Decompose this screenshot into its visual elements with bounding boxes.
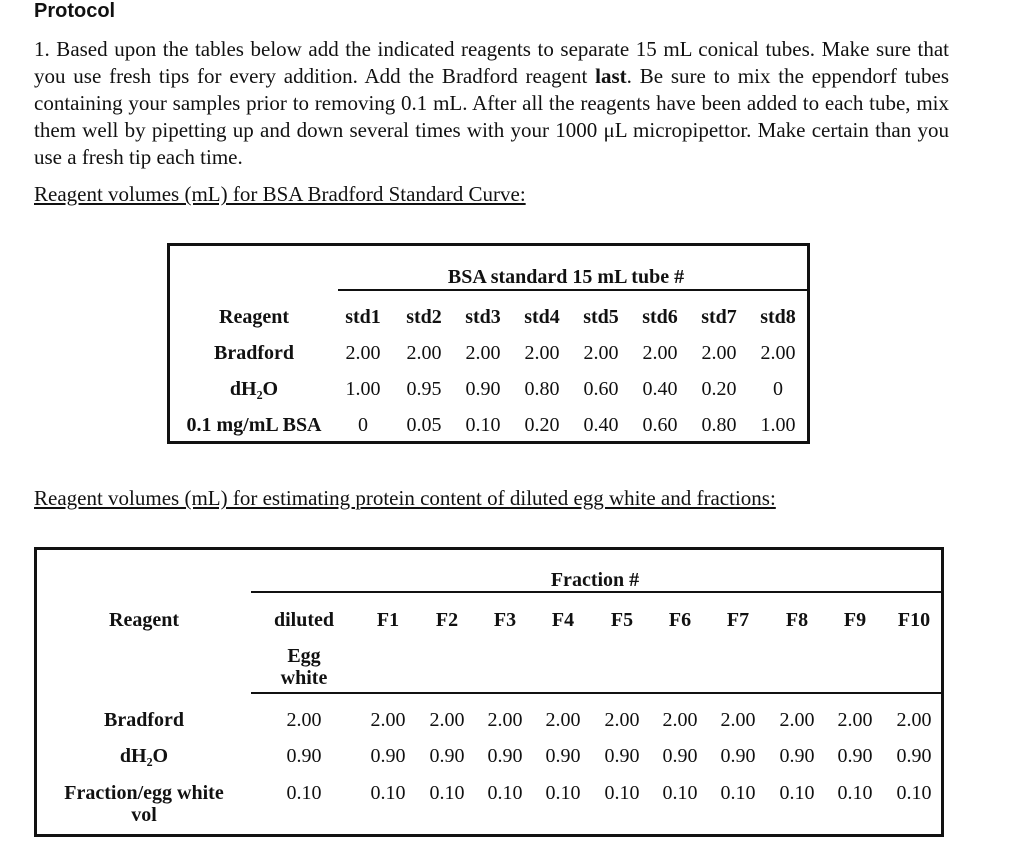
table-cell: 1.00: [760, 414, 796, 436]
table-cell: 2.00: [370, 709, 406, 731]
column-header-std5: std5: [583, 306, 619, 328]
row-label-line: Fraction/egg white: [64, 782, 224, 804]
table-cell: 2.00: [487, 709, 523, 731]
table-cell: 2.00: [604, 709, 640, 731]
table-cell: 0.10: [545, 782, 581, 804]
egg-white-cell: 2.00: [286, 709, 322, 731]
table-cell: 0.60: [642, 414, 678, 436]
row-label-line: vol: [131, 804, 157, 826]
column-header-std3: std3: [465, 306, 501, 328]
column-header-std2: std2: [406, 306, 442, 328]
instructions-paragraph: [34, 36, 949, 171]
table-cell: 0.10: [429, 782, 465, 804]
table-cell: 0.10: [604, 782, 640, 804]
standard-group-header: BSA standard 15 mL tube #: [447, 266, 685, 288]
table-cell: 0.10: [837, 782, 873, 804]
fraction-table-caption: Reagent volumes (mL) for estimating protein content of diluted egg white and fractions:: [34, 486, 776, 510]
table-cell: 0.05: [406, 414, 442, 436]
table-cell: 0.40: [583, 414, 619, 436]
table-cell: 0.20: [524, 414, 560, 436]
table-cell: 0.10: [662, 782, 698, 804]
column-header-F1: F1: [376, 609, 400, 631]
egg-white-cell: 0.10: [286, 782, 322, 804]
table-cell: 2.00: [837, 709, 873, 731]
header-rule: [338, 289, 807, 291]
table-cell: 2.00: [760, 342, 796, 364]
instructions-bold-last: last: [595, 64, 627, 88]
standard-table-caption: Reagent volumes (mL) for BSA Bradford Standard Curve:: [34, 182, 526, 206]
column-header-F10: F10: [897, 609, 931, 631]
column-header-std1: std1: [345, 306, 381, 328]
table-cell: 0.95: [406, 378, 442, 400]
column-header-F4: F4: [551, 609, 575, 631]
table-cell: 0: [358, 414, 368, 436]
table-cell: 0.10: [465, 414, 501, 436]
table-cell: 0.60: [583, 378, 619, 400]
column-header-std4: std4: [524, 306, 560, 328]
table-cell: 2.00: [720, 709, 756, 731]
table-cell: 0.90: [429, 745, 465, 767]
table-cell: 2.00: [583, 342, 619, 364]
row-label-line: Bradford: [104, 709, 184, 731]
column-header-std7: std7: [701, 306, 737, 328]
row-label-line: dH₂O: [119, 745, 169, 767]
table-cell: 0.10: [370, 782, 406, 804]
table-cell: 2.00: [465, 342, 501, 364]
table-cell: 0.10: [487, 782, 523, 804]
table-cell: 0.90: [487, 745, 523, 767]
section-heading: Protocol: [34, 0, 116, 22]
table-cell: 1.00: [345, 378, 381, 400]
table-cell: 0.90: [896, 745, 932, 767]
egg-header-line-2: Egg: [287, 645, 321, 667]
table-cell: 2.00: [701, 342, 737, 364]
column-header-std8: std8: [760, 306, 796, 328]
table-cell: 0.10: [896, 782, 932, 804]
table-cell: 0.10: [720, 782, 756, 804]
table-cell: 2.00: [429, 709, 465, 731]
row-label: [104, 709, 184, 731]
table-cell: 0.90: [370, 745, 406, 767]
table-cell: 2.00: [662, 709, 698, 731]
standard-curve-table: [167, 243, 810, 444]
column-header-F9: F9: [843, 609, 867, 631]
egg-header-line-1: diluted: [273, 609, 335, 631]
table-cell: 0.20: [701, 378, 737, 400]
table-cell: 2.00: [345, 342, 381, 364]
row-label: [120, 745, 168, 767]
table-cell: 2.00: [779, 709, 815, 731]
table-cell: 0.90: [779, 745, 815, 767]
table-cell: 0.90: [604, 745, 640, 767]
column-header-std6: std6: [642, 306, 678, 328]
column-header-F8: F8: [785, 609, 809, 631]
fraction-table: [34, 547, 944, 837]
column-header-F3: F3: [493, 609, 517, 631]
table-cell: 0.40: [642, 378, 678, 400]
column-header-F2: F2: [435, 609, 459, 631]
row-label: 0.1 mg/mL BSA: [186, 414, 322, 436]
table-cell: 0.90: [545, 745, 581, 767]
instructions-text-2: . Be sure to mix the eppendorf tubes containing your samples prior to removing 0.1 mL. After all the reagents have been added to each tube, mix them well by pipetting up and down several times with your 1000 μL micropipettor. Make certain than you use a fresh tip each time.: [34, 64, 949, 169]
table-cell: 0.80: [701, 414, 737, 436]
column-header-F7: F7: [726, 609, 750, 631]
table-cell: 2.00: [642, 342, 678, 364]
subheader-rule: [251, 692, 941, 694]
table-cell: 0.90: [465, 378, 501, 400]
egg-white-header: [274, 609, 334, 689]
table-cell: 0.90: [837, 745, 873, 767]
egg-header-line-3: white: [280, 667, 328, 689]
row-label: [64, 782, 223, 826]
table-cell: 2.00: [524, 342, 560, 364]
column-header-F6: F6: [668, 609, 692, 631]
table-cell: 2.00: [545, 709, 581, 731]
table-cell: 2.00: [406, 342, 442, 364]
column-header-F5: F5: [610, 609, 634, 631]
table-cell: 2.00: [896, 709, 932, 731]
table-cell: 0.80: [524, 378, 560, 400]
table-cell: 0.10: [779, 782, 815, 804]
egg-white-cell: 0.90: [286, 745, 322, 767]
fraction-group-header: Fraction #: [550, 569, 640, 591]
header-rule: [251, 591, 941, 593]
table-cell: 0: [773, 378, 783, 400]
row-label: Bradford: [214, 342, 294, 364]
fraction-reagent-header: Reagent: [109, 609, 179, 631]
table-cell: 0.90: [720, 745, 756, 767]
instructions-text-1: 1. Based upon the tables below add the indicated reagents to separate 15 mL conical tubes. Make sure that you use fresh tips for every addition. Add the Bradford reagent: [34, 37, 949, 88]
table-cell: 0.90: [662, 745, 698, 767]
standard-reagent-header: Reagent: [219, 306, 289, 328]
row-label: dH₂O: [229, 378, 279, 400]
